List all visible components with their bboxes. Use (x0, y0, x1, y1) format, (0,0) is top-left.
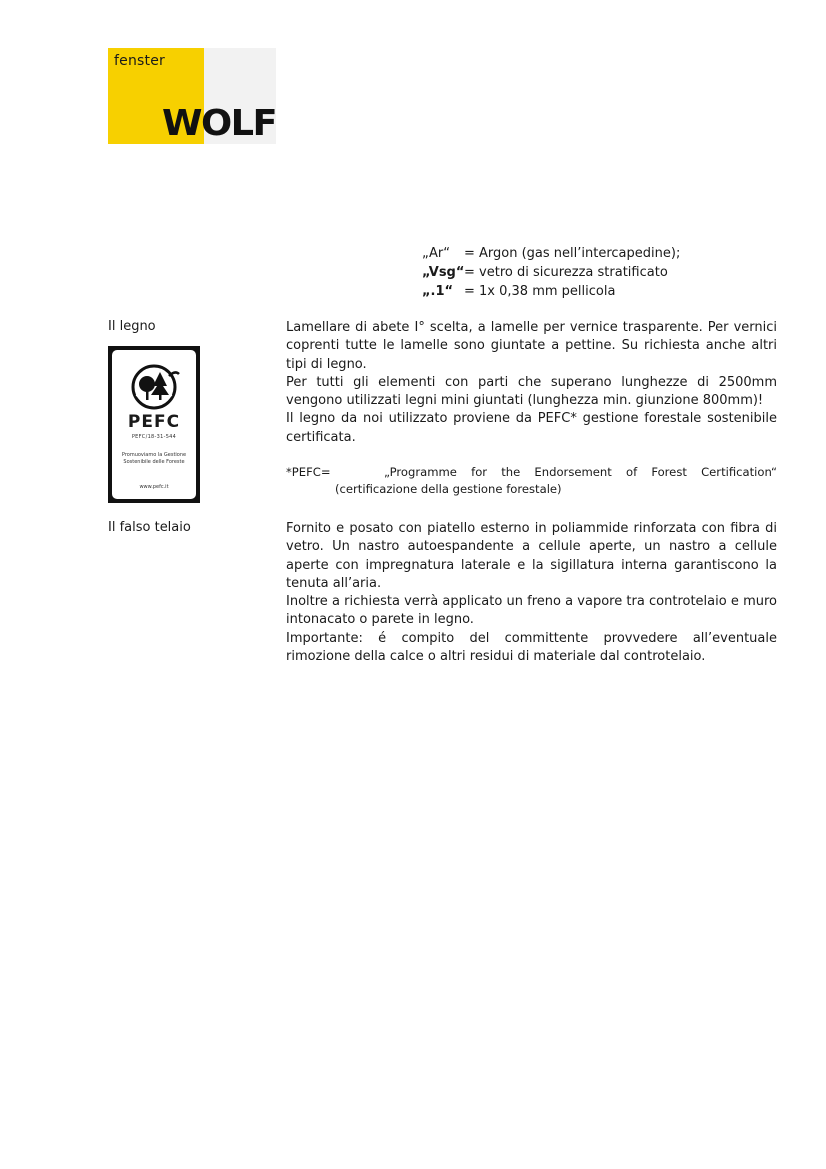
legend-desc: = 1x 0,38 mm pellicola (464, 284, 616, 299)
pefc-footnote (286, 464, 777, 498)
legend-desc: = Argon (gas nell’intercapedine); (464, 246, 681, 261)
legend-row (422, 244, 680, 263)
legend-row (422, 282, 680, 301)
paragraph: Per tutti gli elementi con parti che superano lunghezze di 2500mm vengono utilizzati legni mini giuntati (lunghezza min. giunzione 800mm)! (286, 374, 777, 409)
paragraph: Il legno da noi utilizzato proviene da PEFC* gestione forestale sostenibile certificata. (286, 411, 777, 445)
pefc-tagline: Promuoviamo la Gestione Sostenibile delle Foreste (121, 452, 187, 465)
paragraph: Inoltre a richiesta verrà applicato un freno a vapore tra controtelaio e muro intonacato o parete in legno. (286, 594, 777, 628)
footnote-value: „Programme for the Endorsement of Forest Certification“ (384, 465, 777, 479)
section-label-legno: Il legno (108, 319, 156, 334)
glass-legend (422, 244, 680, 301)
logo-brand-text: WOLF (162, 103, 277, 144)
paragraph: Importante: é compito del committente provvedere all’eventuale rimozione della calce o altri residui di materiale dal controtelaio. (286, 630, 777, 665)
paragraph: Lamellare di abete I° scelta, a lamelle per vernice trasparente. Per vernici coprenti tutte le lamelle sono giuntate a pettine. Su richiesta anche altri tipi di legno. (286, 320, 777, 372)
legend-desc: = vetro di sicurezza stratificato (464, 265, 668, 280)
pefc-certification-label (108, 346, 200, 503)
legend-row (422, 263, 680, 282)
legend-code: „Ar“ (422, 246, 450, 261)
logo-fenster-text: fenster (114, 53, 165, 69)
pefc-code: PEFC/18-31-544 (131, 434, 177, 440)
legend-code: „Vsg“ (422, 265, 465, 280)
pefc-trees-icon (127, 364, 181, 410)
footnote-key: *PEFC= (286, 465, 331, 479)
section-body-legno (286, 319, 777, 447)
paragraph: Fornito e posato con piatello esterno in poliammide rinforzata con fibra di vetro. Un nastro autoespandente a cellule aperte, un nastro a cellule aperte con impregnatura laterale e la sigillatura interna garantiscono la tenuta all’aria. (286, 521, 777, 591)
footnote-line2: (certificazione della gestione forestale) (335, 482, 562, 496)
section-label-telaio: Il falso telaio (108, 520, 191, 535)
pefc-wordmark: PEFC (127, 412, 181, 432)
section-body-telaio (286, 520, 777, 666)
pefc-url: www.pefc.it (139, 484, 169, 490)
company-logo (108, 48, 276, 144)
legend-code: „.1“ (422, 284, 454, 299)
